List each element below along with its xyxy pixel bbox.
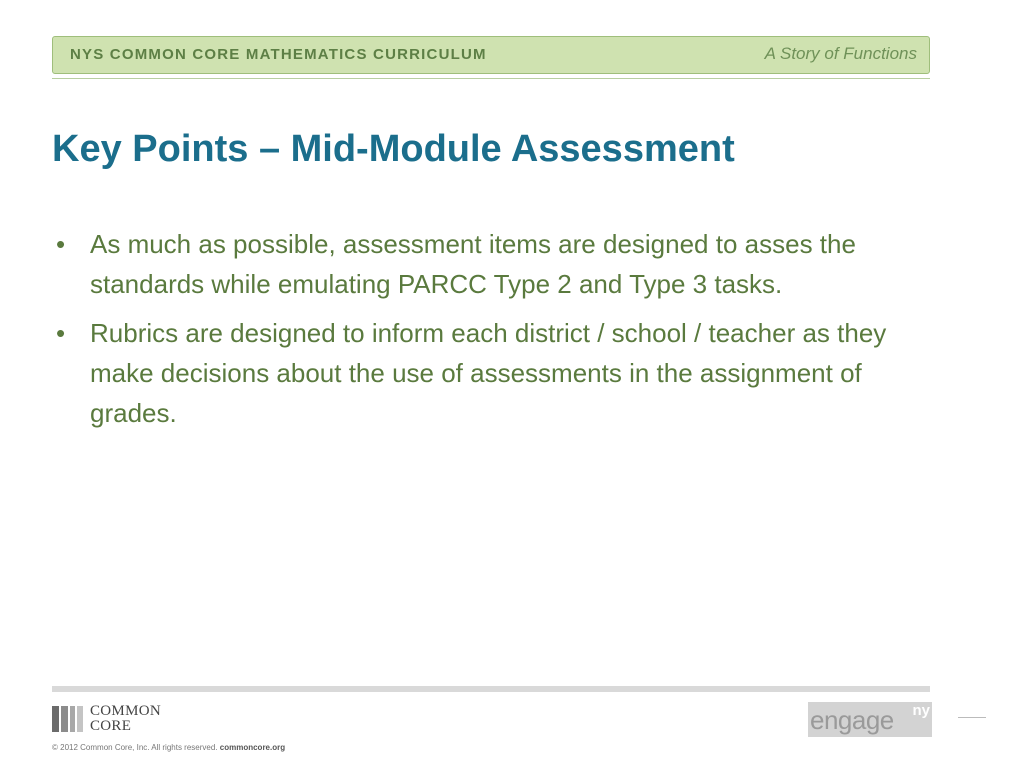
- copyright-notice: [52, 743, 285, 752]
- side-rule: [958, 717, 986, 718]
- logo-bar: [52, 706, 59, 732]
- bullet-icon: •: [56, 318, 66, 348]
- bullet-text: Rubrics are designed to inform each district / school / teacher as they make decisions about the use of assessments in the assignment of grades.: [90, 318, 887, 428]
- slide-title: Key Points – Mid-Module Assessment: [52, 128, 735, 170]
- footer-divider: [52, 686, 930, 692]
- curriculum-label: NYS COMMON CORE MATHEMATICS CURRICULUM: [70, 46, 487, 63]
- site-link[interactable]: commoncore.org: [219, 743, 286, 752]
- copyright-text: © 2012 Common Core, Inc. All rights reserved.: [52, 743, 218, 752]
- logo-bar: [70, 706, 75, 732]
- header-divider: [52, 78, 930, 79]
- common-core-logo: [52, 704, 192, 736]
- bullet-icon: •: [56, 229, 66, 259]
- bullet-list: [52, 224, 952, 442]
- logo-bar: [77, 706, 83, 732]
- module-label: A Story of Functions: [764, 44, 917, 63]
- header-band: [52, 36, 930, 74]
- engage-logo-word: engage: [810, 705, 894, 735]
- bullet-item: [52, 224, 952, 304]
- logo-line-2: CORE: [90, 718, 132, 734]
- bullet-item: [52, 313, 952, 433]
- engage-logo-superscript: ny: [912, 702, 930, 719]
- common-core-logo-text: [90, 704, 161, 734]
- logo-bar: [61, 706, 68, 732]
- logo-line-1: COMMON: [90, 703, 161, 719]
- bullet-text: As much as possible, assessment items are designed to asses the standards while emulating PARCC Type 2 and Type 3 tasks.: [90, 229, 856, 299]
- engage-ny-logo: [808, 702, 932, 737]
